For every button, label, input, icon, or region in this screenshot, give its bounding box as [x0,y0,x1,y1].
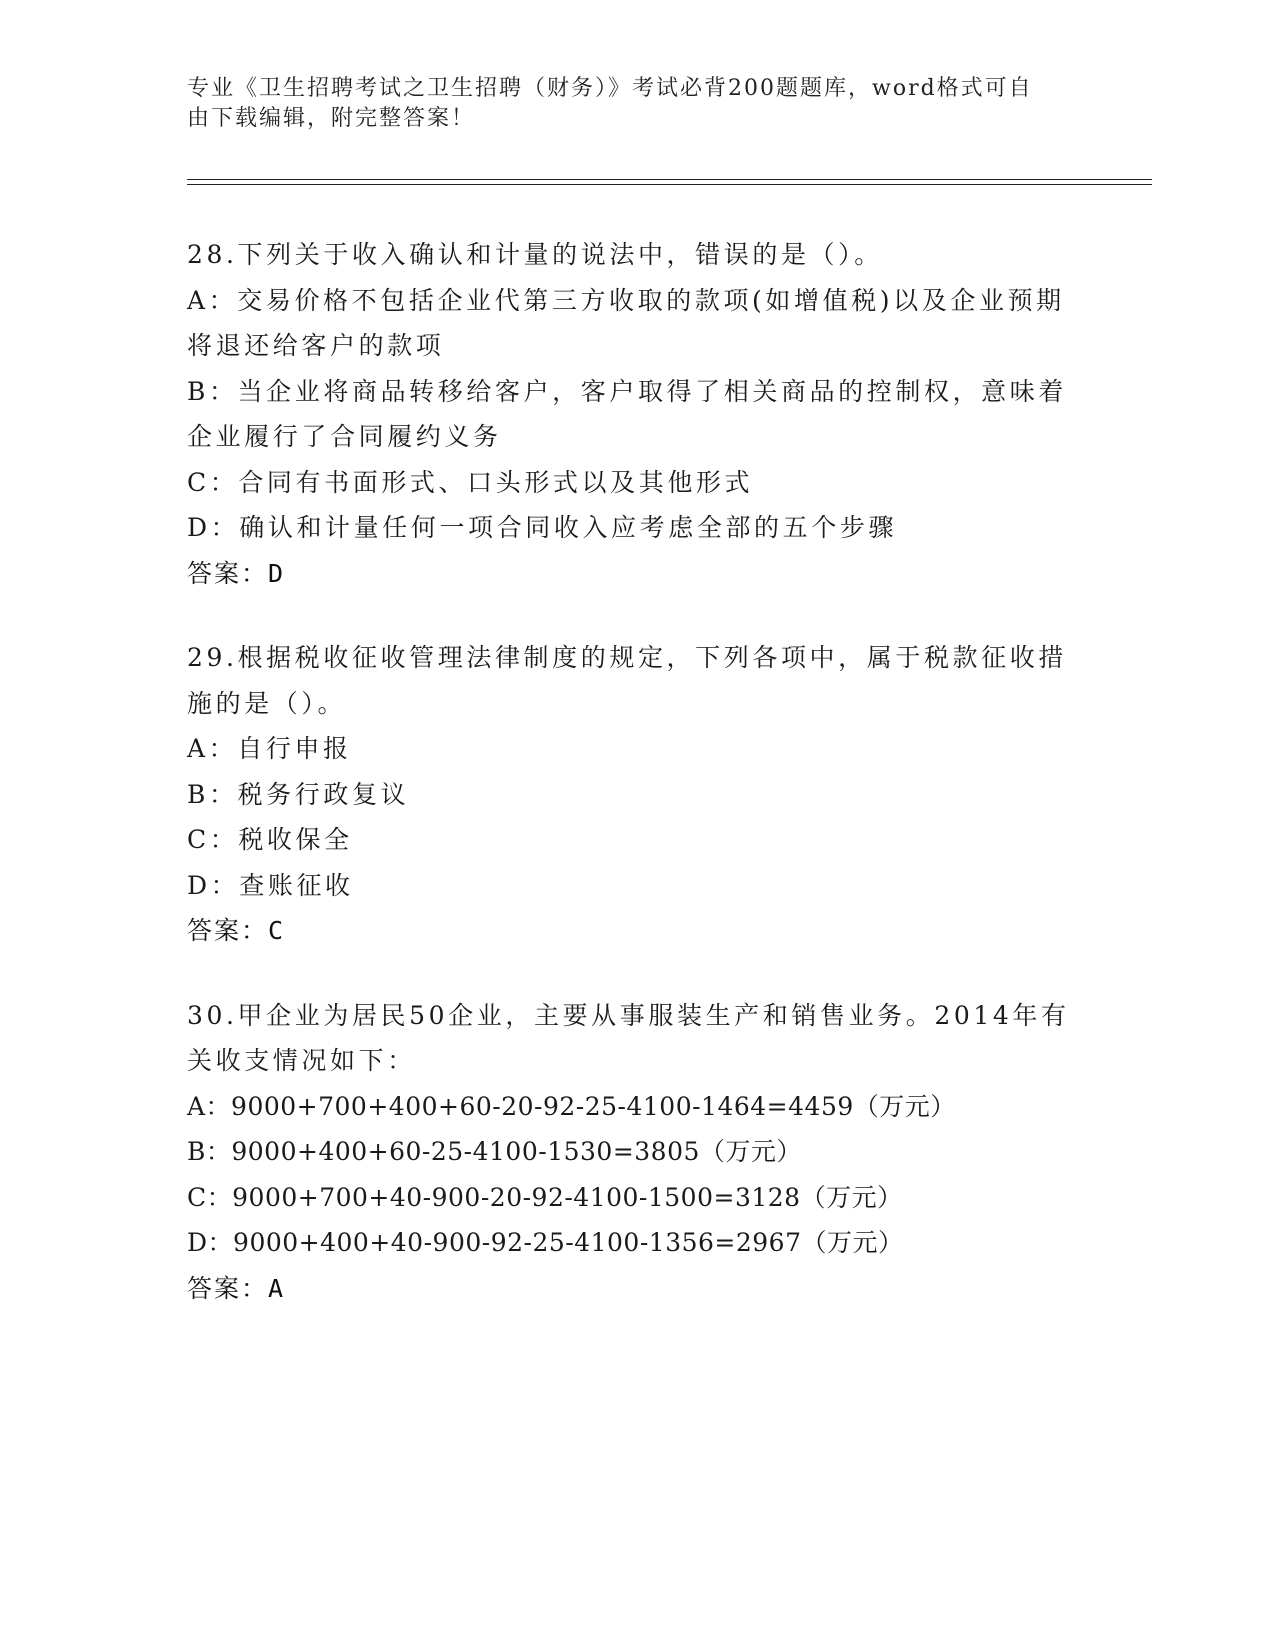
answer-value: C [268,916,286,945]
option-b: B：税务行政复议 [187,779,410,809]
option-b-line-1: B：当企业将商品转移给客户，客户取得了相关商品的控制权，意味着 [187,376,1067,406]
option-d: D：确认和计量任何一项合同收入应考虑全部的五个步骤 [187,513,898,542]
document-header [187,74,1067,134]
question-29 [187,635,1087,954]
question-30 [187,993,1087,1312]
answer-label: 答案： [187,1273,269,1303]
answer-line [187,551,1087,597]
question-28 [187,232,1087,596]
question-stem: 28.下列关于收入确认和计量的说法中，错误的是（）。 [187,240,883,269]
option-a: A：9000+700+400+60-20-92-25-4100-1464=4459（万元） [187,1091,956,1121]
question-list [187,232,1087,1350]
question-stem-line-2: 关收支情况如下： [187,1046,416,1075]
answer-label: 答案： [187,558,269,588]
answer-label: 答案： [187,916,269,945]
option-d: D：查账征收 [187,870,354,900]
option-c: C：税收保全 [187,825,353,854]
question-stem-line-2: 施的是（）。 [187,688,347,718]
question-stem-line-1: 29.根据税收征收管理法律制度的规定，下列各项中，属于税款征收措 [187,643,1067,672]
answer-value: D [268,558,286,588]
header-divider-bottom [187,184,1152,185]
option-c: C：9000+700+40-900-20-92-4100-1500=3128（万元） [187,1182,903,1212]
option-a-line-1: A：交易价格不包括企业代第三方收取的款项(如增值税)以及企业预期 [187,285,1065,315]
option-a: A：自行申报 [187,734,352,763]
question-stem-line-1: 30.甲企业为居民50企业，主要从事服装生产和销售业务。2014年有 [187,1000,1070,1030]
header-divider-top [187,179,1152,180]
answer-value: A [268,1273,286,1303]
answer-line [187,1266,1087,1312]
header-line-1: 专业《卫生招聘考试之卫生招聘（财务）》考试必背200题题库，word格式可自 [187,76,1033,101]
option-c: C：合同有书面形式、口头形式以及其他形式 [187,467,754,497]
option-d: D：9000+400+40-900-92-25-4100-1356=2967（万元） [187,1228,904,1257]
option-a-line-2: 将退还给客户的款项 [187,331,445,360]
answer-line [187,908,1087,954]
option-b: B：9000+400+60-25-4100-1530=3805（万元） [187,1137,802,1166]
option-b-line-2: 企业履行了合同履约义务 [187,422,502,451]
header-line-2: 由下载编辑，附完整答案！ [187,106,476,131]
